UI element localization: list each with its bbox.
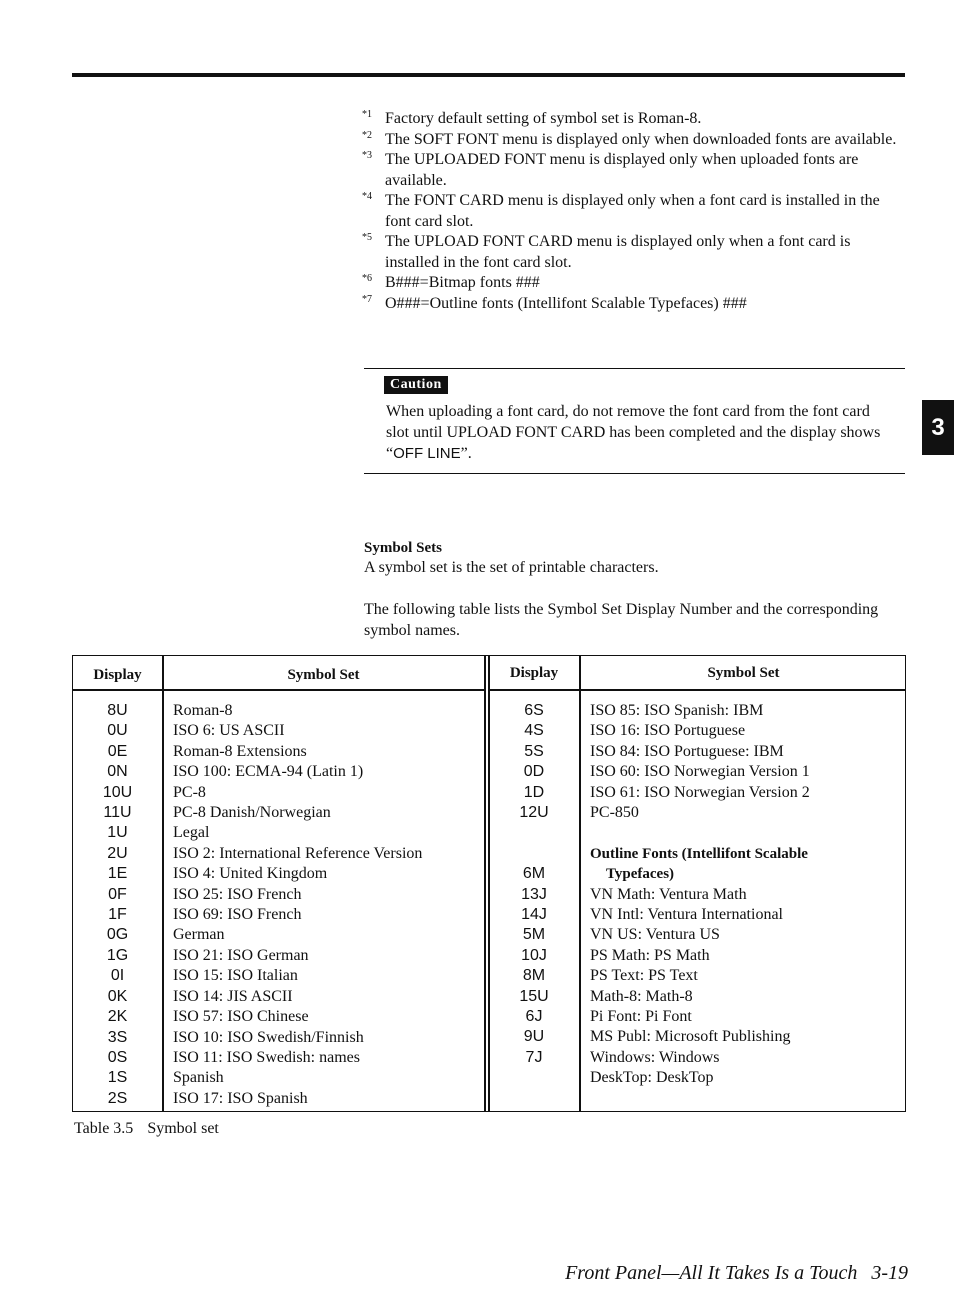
symbol-set-name: ISO 100: ECMA-94 (Latin 1) [173,763,364,781]
display-code: 6M [522,865,546,883]
page-footer [565,1262,908,1285]
symbol-set-name: VN US: Ventura US [590,926,720,944]
header-rule [73,689,485,691]
symbol-set-name: Math-8: Math-8 [590,987,693,1005]
footnote: *4 The FONT CARD menu is displayed only when a font card is installed in the font card slot. [362,191,880,230]
symbol-set-name: PC-8 Danish/Norwegian [173,804,331,822]
display-code: 15U [519,987,549,1005]
table-caption: Table 3.5 Symbol set [74,1120,219,1137]
display-code: 1G [106,946,129,964]
display-code: 6S [524,702,544,719]
caution-label: Caution [384,376,448,394]
running-title: Front Panel—All It Takes Is a Touch [565,1262,858,1284]
display-code: 0F [108,885,127,903]
symbol-set-name: ISO 10: ISO Swedish/Finnish [173,1028,364,1046]
symbol-set-name: Roman-8 Extensions [173,742,307,760]
display-code: 10U [102,783,133,801]
display-code: 0U [107,722,128,740]
symbol-set-name: MS Publ: Microsoft Publishing [590,1028,791,1046]
section-heading: Symbol Sets [364,540,442,556]
symbol-set-table [72,655,906,1112]
symbol-set-name: ISO 16: ISO Portuguese [590,722,746,740]
section-paragraph: A symbol set is the set of printable characters. [364,559,659,576]
symbol-set-name: Windows: Windows [590,1048,720,1066]
symbol-set-name: ISO 21: ISO German [173,946,309,964]
symbol-set-name: PS Math: PS Math [590,946,710,964]
table-divider [162,656,164,1111]
display-code: 7J [525,1048,543,1066]
display-code: 1E [107,865,128,883]
footnote: *7 O###=Outline fonts (Intellifont Scalable Typefaces) ### [362,293,747,312]
footnote: *2 The SOFT FONT menu is displayed only when downloaded fonts are available. [362,129,897,148]
chapter-tab: 3 [922,400,954,455]
display-code: 13J [521,885,547,903]
display-code: 0G [106,926,129,944]
section-paragraph: The following table lists the Symbol Set Display Number and the corresponding symbol names. [364,601,879,639]
symbol-set-name: ISO 2: International Reference Version [173,844,423,862]
header-rule [488,689,905,691]
header-display: Display [93,667,142,683]
left-symbol-column [173,701,422,1109]
symbol-set-name: ISO 69: ISO French [173,906,302,924]
symbol-set-name: PC-8 [173,783,206,801]
display-code: 0E [107,742,128,760]
symbol-set-name: VN Intl: Ventura International [590,906,783,924]
display-code: 1S [107,1069,128,1087]
symbol-set-name: ISO 61: ISO Norwegian Version 2 [590,783,810,801]
header-symbol-set: Symbol Set [287,667,360,683]
symbol-set-name: ISO 15: ISO Italian [173,967,298,985]
display-code: 2S [107,1089,128,1107]
symbol-set-name: ISO 84: ISO Portuguese: IBM [590,742,784,760]
footnote: *1 Factory default setting of symbol set is Roman-8. [362,109,702,127]
symbol-set-name: ISO 11: ISO Swedish: names [173,1048,360,1066]
top-rule [72,73,905,77]
display-code: 6J [525,1008,543,1026]
display-code: 14J [521,906,547,924]
footnote: *3 The UPLOADED FONT menu is displayed only when uploaded fonts are available. [362,150,859,189]
outline-fonts-heading: Typefaces) [606,866,675,883]
footnote: *6 B###=Bitmap fonts ### [362,273,540,291]
display-code: 2K [107,1008,128,1026]
table-divider [484,656,486,1111]
header-symbol-set: Symbol Set [707,665,780,681]
page-number: 3-19 [871,1262,908,1284]
right-display-column [489,701,579,1068]
symbol-set-name: German [173,926,225,944]
display-code: 4S [524,722,544,740]
display-code: 0K [107,987,128,1005]
symbol-set-name: ISO 25: ISO French [173,885,302,903]
right-symbol-column [590,701,810,1089]
display-code: 3S [107,1028,128,1046]
display-code: 5M [522,926,546,944]
symbol-set-name: PC-850 [590,804,639,822]
header-display: Display [509,665,559,681]
symbol-set-name: ISO 17: ISO Spanish [173,1089,308,1107]
symbol-set-name: PS Text: PS Text [590,967,698,985]
caution-text: When uploading a font card, do not remove the font card from the font card slot until UPLOAD FONT CARD has been completed and the display shows “OFF LINE”. [386,403,881,462]
display-code: 11U [103,804,132,822]
symbol-set-name: Spanish [173,1069,224,1087]
display-code: 0D [523,763,545,781]
display-code: 9U [523,1028,545,1046]
display-code: 5S [524,742,544,760]
display-code: 8M [522,967,546,985]
outline-fonts-heading: Outline Fonts (Intellifont Scalable [590,845,808,862]
table-divider [579,656,581,1111]
display-code: 1U [107,824,128,842]
display-code: 8U [107,702,128,719]
symbol-set-name: VN Math: Ventura Math [590,885,747,903]
display-code: 0I [110,967,125,985]
display-code: 10J [521,946,547,964]
display-code: 2U [107,844,128,862]
symbol-set-name: ISO 14: JIS ASCII [173,987,293,1005]
symbol-set-name: Roman-8 [173,702,233,719]
display-code: 12U [519,804,549,822]
footnote: *5 The UPLOAD FONT CARD menu is displayed only when a font card is installed in the font card slot. [362,232,851,271]
symbol-set-name: ISO 4: United Kingdom [173,865,328,883]
display-code: 0N [107,763,128,781]
display-code: 1F [108,906,127,924]
symbol-set-name: Pi Font: Pi Font [590,1008,692,1026]
display-code: 1D [523,783,545,801]
symbol-set-name: DeskTop: DeskTop [590,1069,714,1087]
symbol-set-name: Legal [173,824,210,842]
display-code: 0S [107,1048,128,1066]
footnotes [362,109,907,314]
symbol-set-name: ISO 85: ISO Spanish: IBM [590,702,764,719]
left-display-column [73,701,162,1109]
symbol-set-name: ISO 6: US ASCII [173,722,285,740]
symbol-set-name: ISO 57: ISO Chinese [173,1008,309,1026]
symbol-set-name: ISO 60: ISO Norwegian Version 1 [590,763,810,781]
caution-box [364,368,905,474]
